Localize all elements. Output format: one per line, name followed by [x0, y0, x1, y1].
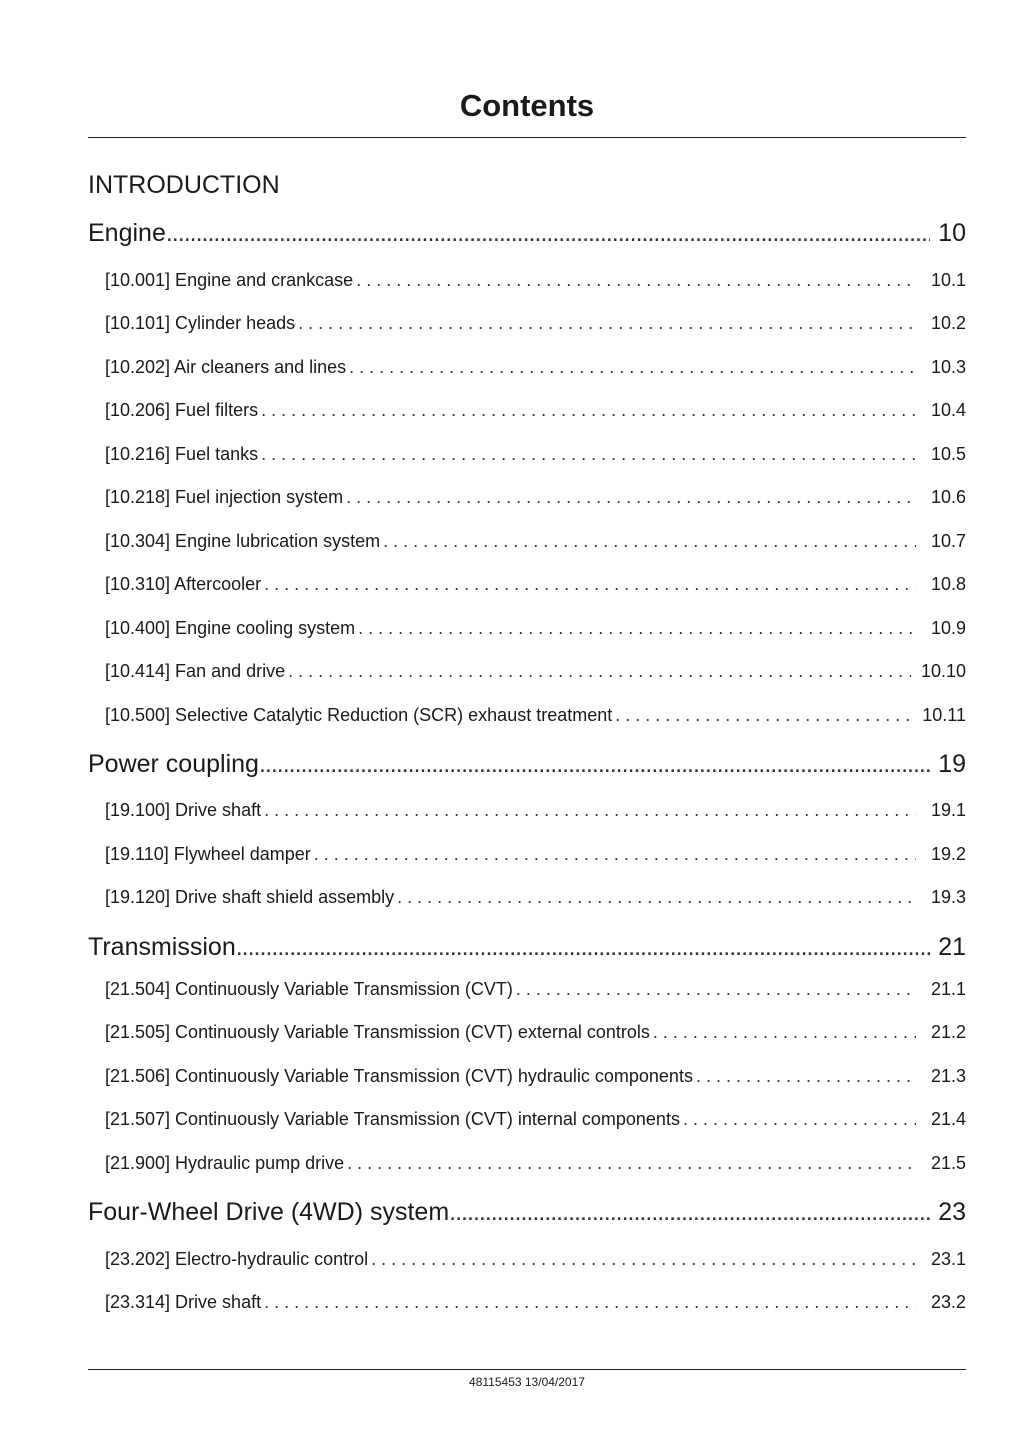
section-page-number: 19.3: [930, 887, 966, 907]
section-page-number: 10.1: [930, 270, 966, 290]
toc-section[interactable]: [105, 1064, 966, 1088]
section-page-number: 21.4: [930, 1109, 966, 1129]
toc-chapter-engine[interactable]: [88, 216, 966, 250]
dot-leader: [383, 529, 916, 553]
toc-section[interactable]: [105, 703, 966, 727]
dot-leader: [314, 842, 916, 866]
footer-divider: [88, 1369, 966, 1370]
section-page-number: 19.1: [930, 800, 966, 820]
chapter-label: Power coupling: [88, 750, 259, 778]
section-page-number: 19.2: [930, 844, 966, 864]
section-label: [10.206] Fuel filters: [105, 400, 259, 420]
section-label: [19.120] Drive shaft shield assembly: [105, 887, 395, 907]
dot-leader: [264, 798, 916, 822]
toc-section[interactable]: [105, 798, 966, 822]
dot-leader: [397, 885, 916, 909]
dot-leader: [347, 1151, 916, 1175]
section-label: [10.001] Engine and crankcase: [105, 270, 354, 290]
section-label: [21.504] Continuously Variable Transmission (CVT): [105, 979, 513, 999]
chapter-label: Transmission: [88, 933, 236, 961]
dot-leader: [264, 1290, 916, 1314]
section-label: [10.310] Aftercooler: [105, 574, 262, 594]
section-label: [21.900] Hydraulic pump drive: [105, 1153, 345, 1173]
section-page-number: 10.5: [930, 444, 966, 464]
section-page-number: 21.3: [930, 1066, 966, 1086]
section-page-number: 21.5: [930, 1153, 966, 1173]
toc-section[interactable]: [105, 398, 966, 422]
page-title: Contents: [459, 88, 595, 123]
toc-section[interactable]: [105, 1247, 966, 1271]
section-page-number: 10.11: [922, 705, 966, 725]
toc-section[interactable]: [105, 616, 966, 640]
dot-leader: [346, 485, 916, 509]
dot-leader: [615, 703, 912, 727]
dot-leader: [236, 930, 930, 964]
section-label: [10.218] Fuel injection system: [105, 487, 344, 507]
section-page-number: 10.3: [930, 357, 966, 377]
toc-chapter-power-coupling[interactable]: [88, 747, 966, 781]
section-label: [10.202] Air cleaners and lines: [105, 357, 347, 377]
section-page-number: 23.2: [930, 1292, 966, 1312]
toc-introduction: INTRODUCTION: [88, 171, 280, 199]
section-page-number: 23.1: [930, 1249, 966, 1269]
section-label: [10.304] Engine lubrication system: [105, 531, 381, 551]
dot-leader: [516, 977, 916, 1001]
chapter-page-number: 19: [938, 750, 966, 778]
section-label: [10.400] Engine cooling system: [105, 618, 356, 638]
toc-chapter-four-wheel-drive[interactable]: [88, 1195, 966, 1229]
section-page-number: 10.6: [930, 487, 966, 507]
section-label: [23.314] Drive shaft: [105, 1292, 262, 1312]
toc-section[interactable]: [105, 842, 966, 866]
toc-section[interactable]: [105, 977, 966, 1001]
dot-leader: [371, 1247, 916, 1271]
section-label: [10.101] Cylinder heads: [105, 313, 296, 333]
toc-section[interactable]: [105, 1107, 966, 1131]
title-divider: [88, 137, 966, 138]
section-label: [10.216] Fuel tanks: [105, 444, 259, 464]
toc-section[interactable]: [105, 1151, 966, 1175]
dot-leader: [166, 216, 930, 250]
section-label: [10.414] Fan and drive: [105, 661, 286, 681]
section-label: [21.505] Continuously Variable Transmission (CVT) external controls: [105, 1022, 650, 1042]
section-page-number: 10.2: [930, 313, 966, 333]
dot-leader: [683, 1107, 916, 1131]
toc-section[interactable]: [105, 529, 966, 553]
dot-leader: [349, 355, 916, 379]
toc-section[interactable]: [105, 1290, 966, 1314]
section-page-number: 10.10: [920, 661, 966, 681]
dot-leader: [696, 1064, 916, 1088]
dot-leader: [261, 398, 916, 422]
chapter-page-number: 10: [938, 219, 966, 247]
toc-section[interactable]: [105, 485, 966, 509]
section-page-number: 10.8: [930, 574, 966, 594]
dot-leader: [288, 659, 911, 683]
section-label: [10.500] Selective Catalytic Reduction (SCR) exhaust treatment: [105, 705, 613, 725]
toc-section[interactable]: [105, 885, 966, 909]
dot-leader: [356, 268, 916, 292]
dot-leader: [298, 311, 916, 335]
dot-leader: [261, 442, 916, 466]
toc-chapter-transmission[interactable]: [88, 930, 966, 964]
dot-leader: [653, 1020, 916, 1044]
section-page-number: 10.7: [930, 531, 966, 551]
dot-leader: [264, 572, 916, 596]
section-page-number: 10.4: [930, 400, 966, 420]
dot-leader: [449, 1195, 930, 1229]
section-label: [23.202] Electro-hydraulic control: [105, 1249, 369, 1269]
section-label: [21.506] Continuously Variable Transmission (CVT) hydraulic components: [105, 1066, 693, 1086]
section-page-number: 21.2: [930, 1022, 966, 1042]
section-page-number: 10.9: [930, 618, 966, 638]
page-footer: 48115453 13/04/2017: [469, 1375, 585, 1389]
dot-leader: [259, 747, 930, 781]
section-label: [19.110] Flywheel damper: [105, 844, 311, 864]
toc-section[interactable]: [105, 1020, 966, 1044]
toc-section[interactable]: [105, 355, 966, 379]
dot-leader: [358, 616, 916, 640]
section-page-number: 21.1: [930, 979, 966, 999]
toc-section[interactable]: [105, 442, 966, 466]
chapter-page-number: 21: [938, 933, 966, 961]
section-label: [19.100] Drive shaft: [105, 800, 262, 820]
toc-section[interactable]: [105, 572, 966, 596]
toc-section[interactable]: [105, 659, 966, 683]
chapter-label: Engine: [88, 219, 166, 247]
toc-section[interactable]: [105, 311, 966, 335]
chapter-page-number: 23: [938, 1198, 966, 1226]
section-label: [21.507] Continuously Variable Transmission (CVT) internal components: [105, 1109, 680, 1129]
chapter-label: Four-Wheel Drive (4WD) system: [88, 1198, 450, 1226]
toc-section[interactable]: [105, 268, 966, 292]
